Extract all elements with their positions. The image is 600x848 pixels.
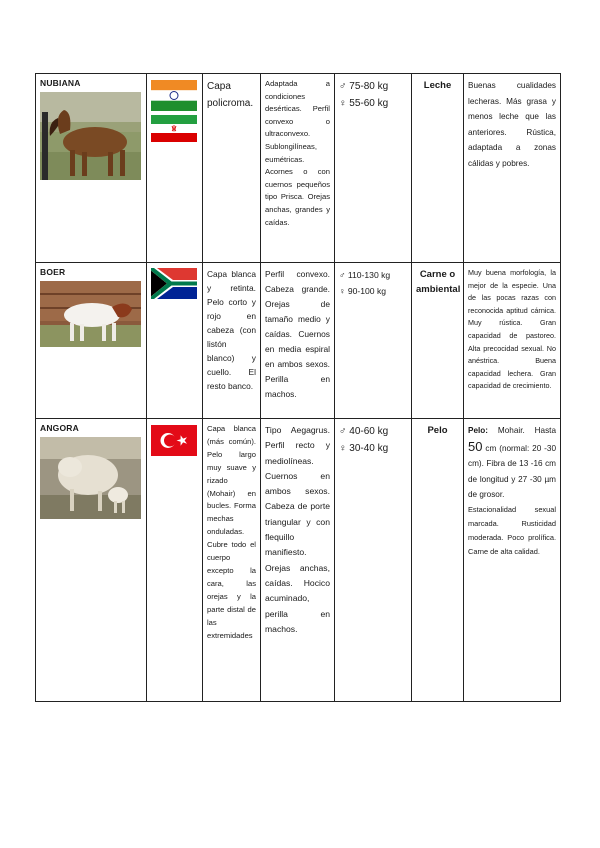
south-africa-flag-icon <box>151 268 197 299</box>
weight-female: ♀ 55-60 kg <box>339 98 389 109</box>
notes-fiber-a: Mohair. Hasta <box>497 426 557 435</box>
weight-male: ♂ 110-130 kg <box>339 270 391 280</box>
breed-cell <box>36 74 147 263</box>
turkey-flag-icon <box>151 425 197 456</box>
origin-cell <box>147 419 203 702</box>
india-flag-icon <box>151 80 197 111</box>
weight-cell <box>335 74 412 263</box>
weight-female: ♀ 90-100 kg <box>339 286 387 296</box>
coat-text: Capa blanca y retinta. Pelo corto y rojo en cabeza (con listón blanco) y cuello. El resto banco. <box>207 269 256 391</box>
angora-goat-photo <box>40 437 141 519</box>
origin-cell <box>147 74 203 263</box>
notes-cell <box>464 74 561 263</box>
nubian-goat-photo <box>40 92 141 180</box>
breed-cell <box>36 263 147 419</box>
table-row <box>36 419 561 702</box>
morphology-cell <box>261 419 335 702</box>
use-cell <box>412 419 464 702</box>
use-text: Pelo <box>427 425 448 436</box>
weight-cell <box>335 263 412 419</box>
coat-cell <box>203 419 261 702</box>
use-cell <box>412 74 464 263</box>
notes-text: Estacionalidad sexual marcada. Rusticidad moderada. Poco prolífica. Carne de alta calidad. <box>468 504 556 556</box>
morphology-text: Adaptada a condiciones desérticas. Perfil convexo o ultraconvexo. Sublongilíneas, eumétricas. Acornes o con cuernos pequeños tipo Prisca. Orejas anchas, grandes y caídas. <box>265 79 330 227</box>
breed-cell <box>36 419 147 702</box>
notes-fiber <box>468 423 556 503</box>
weight-male: ♂ 75-80 kg <box>339 81 389 92</box>
table-row <box>36 263 561 419</box>
notes-fiber-b: cm (normal: 20 -30 cm). Fibra de 13 -16 cm de longitud y 27 -30 µm de grosor. <box>468 443 556 499</box>
breeds-table <box>35 73 561 702</box>
morphology-text: Tipo Aegagrus. Perfil recto y mediolíneas. Cuernos en ambos sexos. Cabeza de porte triangular y con flequillo manifiesto. Orejas anchas, caídas. Hocico acuminado, perilla en machos. <box>265 425 330 634</box>
breed-name: ANGORA <box>40 423 79 433</box>
table-row <box>36 74 561 263</box>
iran-flag-icon <box>151 115 197 142</box>
morphology-cell <box>261 74 335 263</box>
weight-cell <box>335 419 412 702</box>
notes-cell <box>464 263 561 419</box>
coat-text: Capa policroma. <box>207 81 254 109</box>
notes-fiber-num: 50 <box>468 438 483 454</box>
coat-cell <box>203 263 261 419</box>
notes-text: Muy buena morfología, la mejor de la especie. Una de las pocas razas con reconocida aptitud cárnica. Muy rústica. Gran capacidad de pastoreo. Alta precocidad sexual. No anéstrica. Buena capacidad lechera. Gran capacidad de crecimiento. <box>468 268 556 391</box>
morphology-text: Perfil convexo. Cabeza grande. Orejas de tamaño medio y caídas. Cuernos en media espiral en ambos sexos. Perilla en machos. <box>265 269 330 399</box>
breed-name: BOER <box>40 267 66 277</box>
boer-goat-photo <box>40 281 141 347</box>
weight-male: ♂ 40-60 kg <box>339 426 389 437</box>
notes-text: Buenas cualidades lecheras. Más grasa y menos leche que las anteriores. Rústica, adaptada a zonas cálidas y pobres. <box>468 81 556 168</box>
breed-name: NUBIANA <box>40 78 81 88</box>
weight-female: ♀ 30-40 kg <box>339 443 389 454</box>
use-cell <box>412 263 464 419</box>
origin-cell <box>147 263 203 419</box>
notes-label: Pelo: <box>468 426 489 435</box>
use-text: Leche <box>423 80 452 91</box>
morphology-cell <box>261 263 335 419</box>
coat-text: Capa blanca (más común). Pelo largo muy suave y rizado (Mohair) en bucles. Forma mechas onduladas. Cubre todo el cuerpo excepto la cara, las orejas y la parte distal de las extremidades <box>207 424 256 640</box>
notes-cell <box>464 419 561 702</box>
coat-cell <box>203 74 261 263</box>
use-text: Carne o ambiental <box>416 269 461 295</box>
